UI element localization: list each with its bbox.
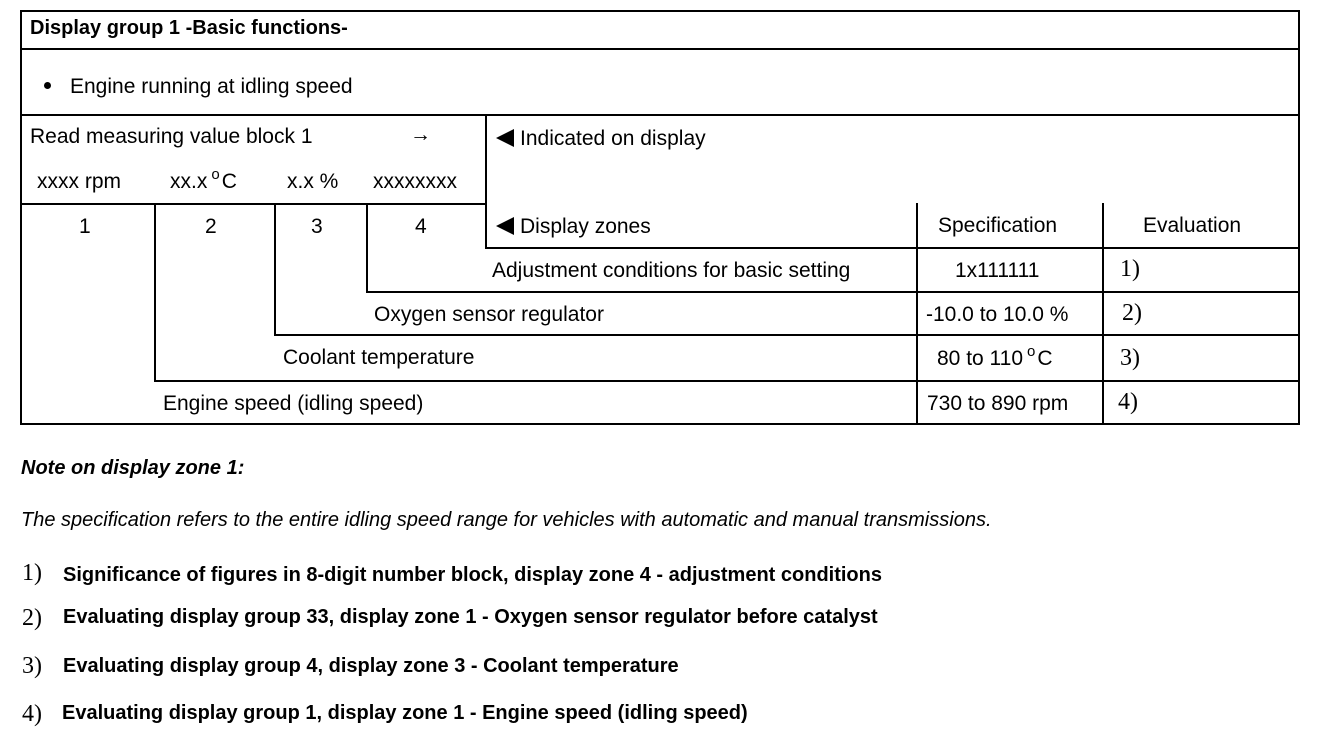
row-spec: 730 to 890 rpm [927, 392, 1069, 415]
note-heading: Note on display zone 1: [21, 457, 245, 479]
bullet-icon [44, 82, 51, 89]
rule [154, 203, 156, 382]
rule [20, 10, 22, 425]
field-temp-value: xx.x [170, 170, 208, 193]
field-percent: x.x % [287, 170, 339, 193]
field-temp-unit: C [221, 170, 237, 193]
indicated-text: Indicated on display [520, 127, 706, 150]
arrow-right-icon: → [410, 123, 431, 146]
rule [1298, 10, 1300, 425]
row-label: Oxygen sensor regulator [374, 303, 604, 326]
footnote-number: 4) [22, 701, 42, 727]
zone-number-3: 3 [311, 215, 323, 238]
footnote-number: 2) [22, 605, 42, 631]
table-title: Display group 1 -Basic functions- [30, 17, 348, 39]
footnote-number: 1) [22, 560, 42, 586]
rule [154, 380, 1300, 382]
zone-number-2: 2 [205, 215, 217, 238]
condition-text: Engine running at idling speed [70, 75, 353, 98]
field-digits: xxxxxxxx [373, 170, 457, 193]
rule [274, 203, 276, 336]
footnote-text: Evaluating display group 4, display zone 3 - Coolant temperature [63, 655, 679, 677]
spec-header: Specification [938, 214, 1058, 237]
rule [366, 203, 368, 293]
display-zones-label [496, 215, 651, 239]
pointer-left-icon [496, 129, 514, 147]
rule [20, 114, 1300, 116]
rule [485, 247, 1300, 249]
rule [485, 114, 487, 249]
rule [366, 291, 1300, 293]
rule [20, 10, 1300, 12]
row-spec [937, 343, 1053, 371]
note-text: The specification refers to the entire idling speed range for vehicles with automatic and manual transmissions. [21, 509, 992, 531]
rule [274, 334, 1300, 336]
field-temp [170, 166, 237, 194]
field-rpm: xxxx rpm [37, 170, 121, 193]
eval-header: Evaluation [1143, 214, 1242, 237]
footnote-text: Evaluating display group 1, display zone 1 - Engine speed (idling speed) [62, 702, 748, 724]
display-zones-text: Display zones [520, 215, 651, 238]
row-eval: 4) [1118, 389, 1138, 415]
rule [20, 203, 486, 205]
zone-number-1: 1 [79, 215, 91, 238]
indicated-label [496, 127, 706, 151]
footnote-text: Evaluating display group 33, display zone 1 - Oxygen sensor regulator before catalyst [63, 606, 878, 628]
row-spec-value: 80 to 110 [937, 347, 1024, 370]
rule [20, 48, 1300, 50]
rule [916, 203, 918, 425]
row-spec: -10.0 to 10.0 % [926, 303, 1069, 326]
footnote-number: 3) [22, 653, 42, 679]
row-spec-unit: C [1037, 347, 1053, 370]
zone-number-4: 4 [415, 215, 427, 238]
degree-icon: o [211, 166, 220, 183]
row-eval: 3) [1120, 345, 1140, 371]
footnote-text: Significance of figures in 8-digit number block, display zone 4 - adjustment conditions [63, 564, 882, 586]
row-label: Engine speed (idling speed) [163, 392, 424, 415]
row-spec: 1x111111 [955, 259, 1040, 282]
rule [20, 423, 1300, 425]
rule [1102, 203, 1104, 425]
row-eval: 1) [1120, 256, 1140, 282]
row-eval: 2) [1122, 300, 1142, 326]
row-label: Adjustment conditions for basic setting [492, 259, 851, 282]
row-label: Coolant temperature [283, 346, 475, 369]
pointer-left-icon [496, 217, 514, 235]
degree-icon: o [1027, 343, 1036, 360]
read-block-label: Read measuring value block 1 [30, 125, 313, 148]
